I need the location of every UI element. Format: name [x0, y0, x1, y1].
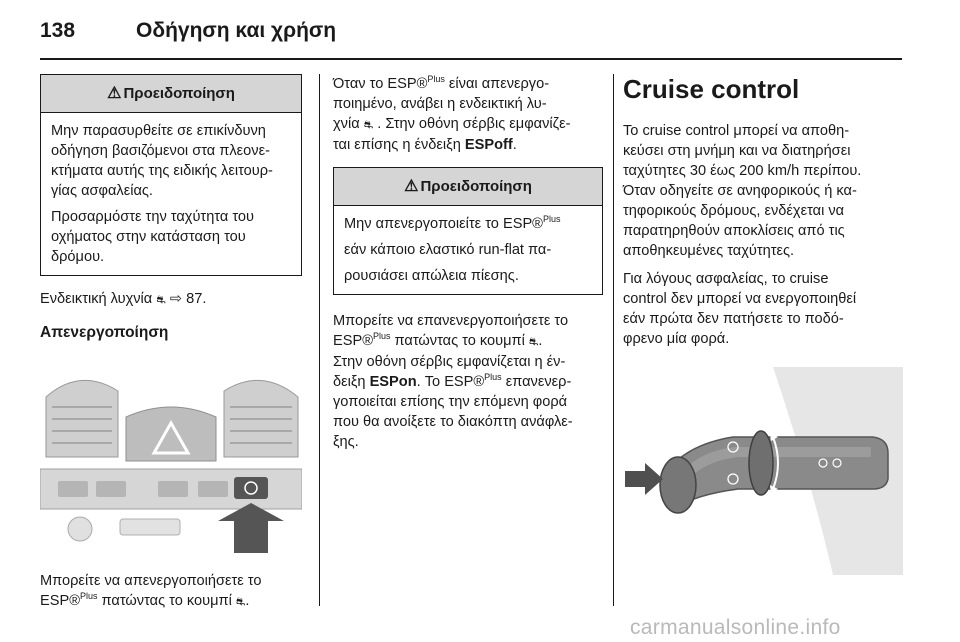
column-divider-2 [613, 74, 614, 606]
page-header [40, 14, 336, 48]
warning-body [41, 113, 301, 275]
indicator-text: Ενδεικτική λυχνία [40, 291, 153, 307]
column-2 [333, 74, 603, 452]
dashboard-button-photo [40, 357, 302, 553]
cruise-paragraph-1: Το cruise control μπορεί να αποθη- κεύσει στη μνήμη και να διατηρήσει ταχύτητες 30 έως 200 km/h περίπου. Όταν οδηγείτε σε ανηφορικούς ή κα- τηφορικούς δρόμους, ενδέχεται να παρατηρηθούν αποκλίσεις από τις αποθηκευμένες ταχύτητες. [623, 123, 862, 259]
esp-car-skid-icon: ⛐ [235, 596, 246, 608]
warning-title: Προειδοποίηση [420, 177, 532, 195]
header-divider [40, 58, 902, 60]
warning-triangle-icon: ⚠ [404, 177, 419, 195]
warning-text-1: Μην παρασυρθείτε σε επικίνδυνη οδήγηση βασιζόμενοι στα πλεονε-κτήματα αυτής της ειδικής λειτουρ-γίας ασφαλείας. [51, 123, 273, 199]
column-3 [623, 74, 903, 575]
col2-text-line-3: χνία ⛐ . Στην οθόνη σέρβις εμφανίζε- [333, 116, 571, 132]
esp-car-skid-icon: ⛐ [363, 119, 374, 131]
chapter-title: Οδήγηση και χρήση [136, 19, 337, 42]
deactivate-text-1: Μπορείτε να απενεργοποιήσετε το [40, 573, 262, 589]
warning-box [333, 167, 603, 295]
cruise-paragraph-2: Για λόγους ασφαλείας, το cruise control δεν μπορεί να ενεργοποιηθεί εάν πρώτα δεν πατήσετε το ποδό- φρενο μία φορά. [623, 271, 857, 347]
page-reference-icon: ⇨ [169, 291, 183, 307]
esp-car-skid-icon: ⛐ [528, 336, 539, 348]
section-title-cruise-control: Cruise control [623, 74, 800, 104]
indicator-page: 87. [186, 291, 207, 307]
col2-text-line-4: ται επίσης η ένδειξη ESPoff. [333, 137, 517, 153]
cruise-control-stalk-photo [623, 367, 903, 575]
warning-box [40, 74, 302, 276]
warning-body: Μην απενεργοποιείτε το ESP®$^{Plus}$ εάν κάποιο ελαστικό run-flat πα- ρουσιάσει απώλεια πίεσης. [344, 214, 561, 284]
warning-triangle-icon: ⚠ [107, 84, 122, 102]
warning-text-2: Προσαρμόστε την ταχύτητα του οχήματος στην κατάσταση του δρόμου. [51, 209, 255, 265]
page-number: 138 [40, 19, 76, 42]
column-divider-1 [319, 74, 320, 606]
indicator-reference [40, 289, 302, 310]
esp-car-skid-icon: ⛐ [156, 294, 166, 306]
watermark: carmanualsonline.info [630, 616, 841, 639]
deactivate-text-2: ESP®$^{Plus}$ πατώντας το κουμπί ⛐. [40, 591, 250, 609]
warning-header [334, 168, 602, 206]
col2-text-line-2: ποιημένο, ανάβει η ενδεικτική λυ- [333, 96, 547, 112]
reactivate-paragraph: Μπορείτε να επανενεργοποιήσετε το ESP®$^{Plus}$ πατώντας το κουμπί ⛐. Στην οθόνη σέρβις εμφανίζεται η έν- δειξη ESPon. Το ESP®$^{Plus}$ επανενερ- γοποιείται επίσης την επόμενη φορά που θα ανοίξετε το διακόπτη ανάφλε- ξης. [333, 313, 573, 450]
section-heading-deactivation: Απενεργοποίηση [40, 324, 169, 341]
warning-header [41, 75, 301, 113]
column-1 [40, 74, 302, 612]
warning-title: Προειδοποίηση [123, 84, 235, 102]
col2-text-line-1: Όταν το ESP®$^{Plus}$ είναι απενεργο- [333, 74, 550, 92]
